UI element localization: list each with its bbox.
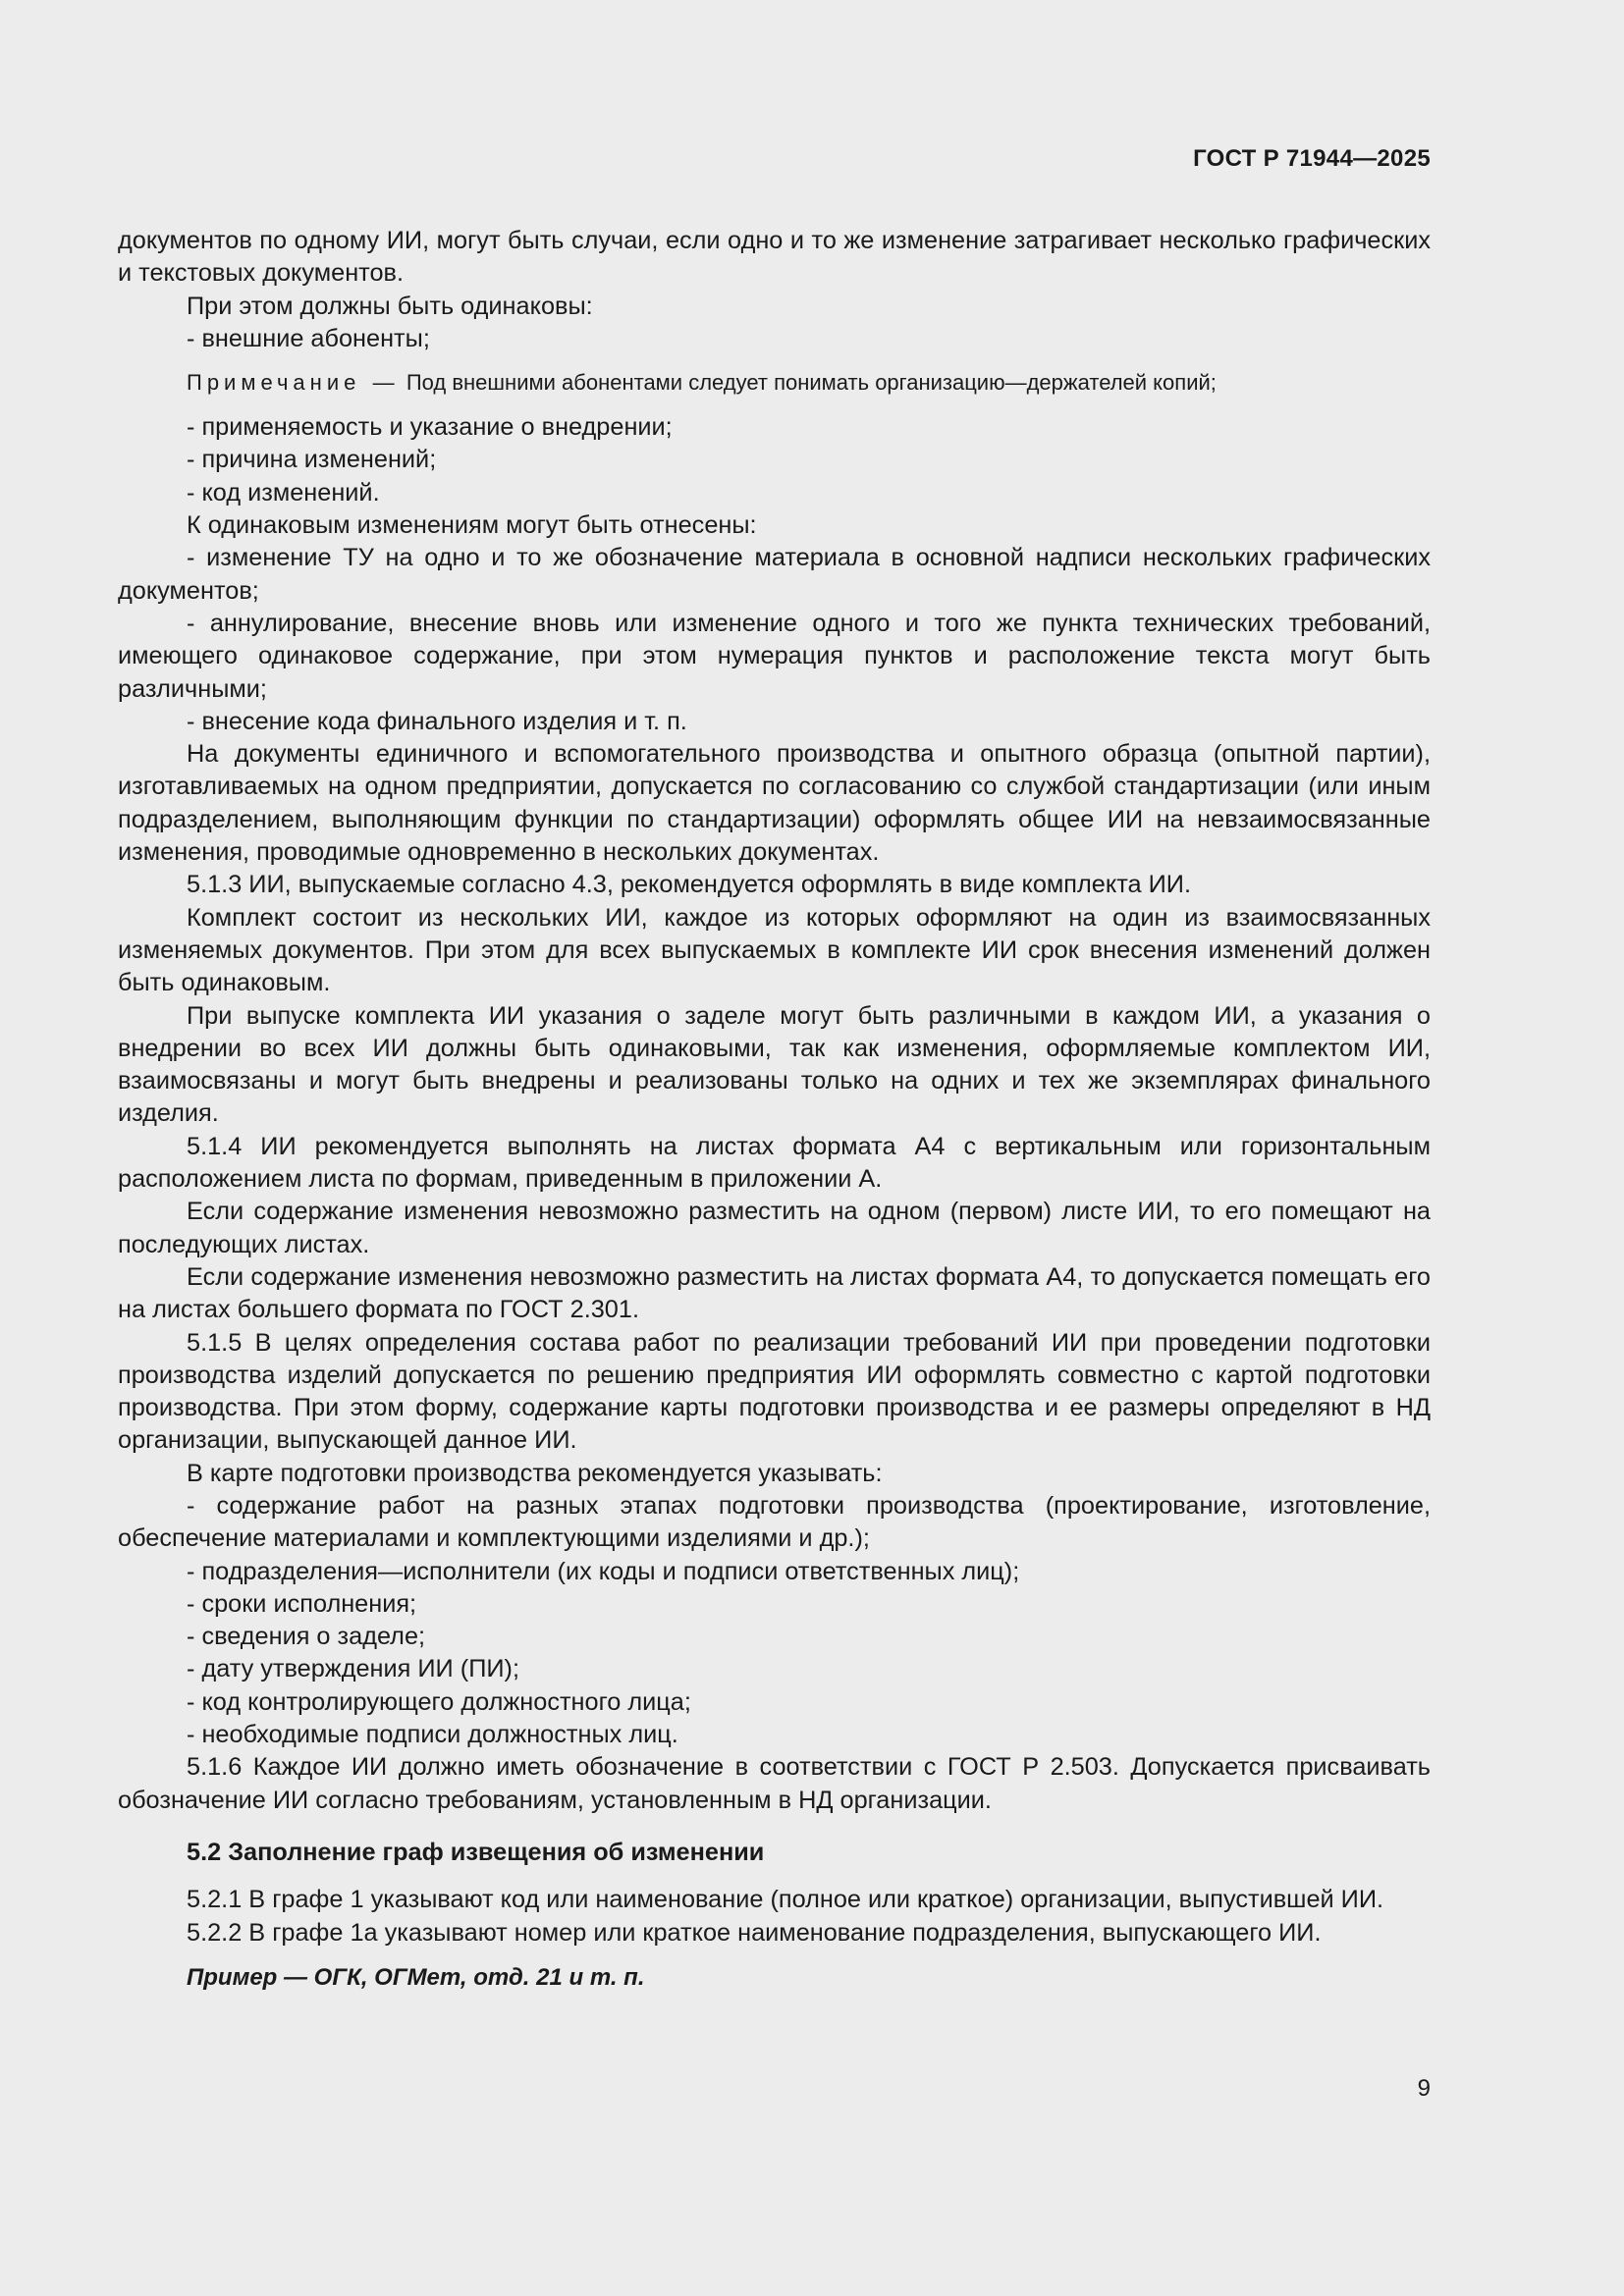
clause-5-2-2: 5.2.2 В графе 1а указывают номер или краткое наименование подразделения, выпускающего ИИ. <box>187 1918 1322 1947</box>
clause-5-1-6: 5.1.6 Каждое ИИ должно иметь обозначение в соответствии с ГОСТ Р 2.503. Допускается присваивать обозначение ИИ согласно требованиям, установленным в НД организации. <box>118 1753 1431 1814</box>
example: Пример — ОГК, ОГМет, отд. 21 и т. п. <box>187 1963 645 1991</box>
list-item: - внесение кода финального изделия и т. п. <box>187 707 687 735</box>
paragraph: При этом должны быть одинаковы: <box>187 292 593 320</box>
list-item: - код изменений. <box>187 478 380 507</box>
list-item: - причина изменений; <box>187 446 437 474</box>
clause-5-2-1: 5.2.1 В графе 1 указывают код или наименование (полное или краткое) организации, выпустившей ИИ. <box>187 1886 1384 1914</box>
document-header: ГОСТ Р 71944—2025 <box>1193 145 1431 172</box>
note-dash: — <box>372 370 395 396</box>
note <box>118 368 1431 398</box>
page-number: 9 <box>1417 2075 1431 2102</box>
list-item: - изменение ТУ на одно и то же обозначение материала в основной надписи нескольких графических документов; <box>118 544 1431 605</box>
note-label: Примечание <box>187 370 361 396</box>
paragraph: На документы единичного и вспомогательного производства и опытного образца (опытной партии), изготавливаемых на одном предприятии, допускается по согласованию со службой стандартизации (или иным подразделением, выполняющим функции по стандартизации) оформлять общее ИИ на невзаимосвязанные изменения, проводимые одновременно в нескольких документах. <box>118 740 1431 867</box>
clause-5-1-4: 5.1.4 ИИ рекомендуется выполнять на листах формата А4 с вертикальным или горизонтальным расположением листа по формам, приведенным в приложении А. <box>118 1132 1431 1194</box>
list-item: - код контролирующего должностного лица; <box>187 1687 691 1716</box>
note-text: Под внешними абонентами следует понимать организацию—держателей копий; <box>406 370 1217 396</box>
list-item: - необходимые подписи должностных лиц. <box>187 1721 678 1749</box>
clause-5-1-5: 5.1.5 В целях определения состава работ по реализации требований ИИ при проведении подготовки производства изделий допускается по решению предприятия ИИ оформлять совместно с картой подготовки производства. При этом форму, содержание карты подготовки производства и ее размеры определяют в НД организации, выпускающей данное ИИ. <box>118 1328 1431 1455</box>
list-item: - сроки исполнения; <box>187 1589 417 1618</box>
paragraph: Если содержание изменения невозможно разместить на листах формата А4, то допускается помещать его на листах большего формата по ГОСТ 2.301. <box>118 1262 1431 1324</box>
paragraph: Если содержание изменения невозможно разместить на одном (первом) листе ИИ, то его помещают на последующих листах. <box>118 1198 1431 1258</box>
list-item: - содержание работ на разных этапах подготовки производства (проектирование, изготовление, обеспечение материалами и комплектующими изделиями и др.); <box>118 1491 1431 1553</box>
list-item: - применяемость и указание о внедрении; <box>187 413 673 442</box>
paragraph: При выпуске комплекта ИИ указания о заделе могут быть различными в каждом ИИ, а указания о внедрении во всех ИИ должны быть одинаковыми, так как изменения, оформляемые комплектом ИИ, взаимосвязаны и могут быть внедрены и реализованы только на одних и тех же экземплярах финального изделия. <box>118 1001 1431 1128</box>
clause-5-1-3: 5.1.3 ИИ, выпускаемые согласно 4.3, рекомендуется оформлять в виде комплекта ИИ. <box>187 871 1191 899</box>
list-item: - сведения о заделе; <box>187 1623 426 1651</box>
list-item: - подразделения—исполнители (их коды и подписи ответственных лиц); <box>187 1557 1020 1585</box>
list-item: - внешние абоненты; <box>187 324 430 352</box>
list-item: - аннулирование, внесение вновь или изменение одного и того же пункта технических требований, имеющего одинаковое содержание, при этом нумерация пунктов и расположение текста могут быть различными; <box>118 609 1431 703</box>
paragraph: К одинаковым изменениям могут быть отнесены: <box>187 511 757 540</box>
paragraph: Комплект состоит из нескольких ИИ, каждое из которых оформляют на один из взаимосвязанных изменяемых документов. При этом для всех выпускаемых в комплекте ИИ срок внесения изменений должен быть одинаковым. <box>118 903 1431 997</box>
page-body <box>118 225 1431 1994</box>
section-title: 5.2 Заполнение граф извещения об изменении <box>187 1838 765 1866</box>
list-item: - дату утверждения ИИ (ПИ); <box>187 1655 520 1683</box>
paragraph: В карте подготовки производства рекомендуется указывать: <box>187 1459 883 1487</box>
paragraph: документов по одному ИИ, могут быть случаи, если одно и то же изменение затрагивает несколько графических и текстовых документов. <box>118 227 1431 288</box>
